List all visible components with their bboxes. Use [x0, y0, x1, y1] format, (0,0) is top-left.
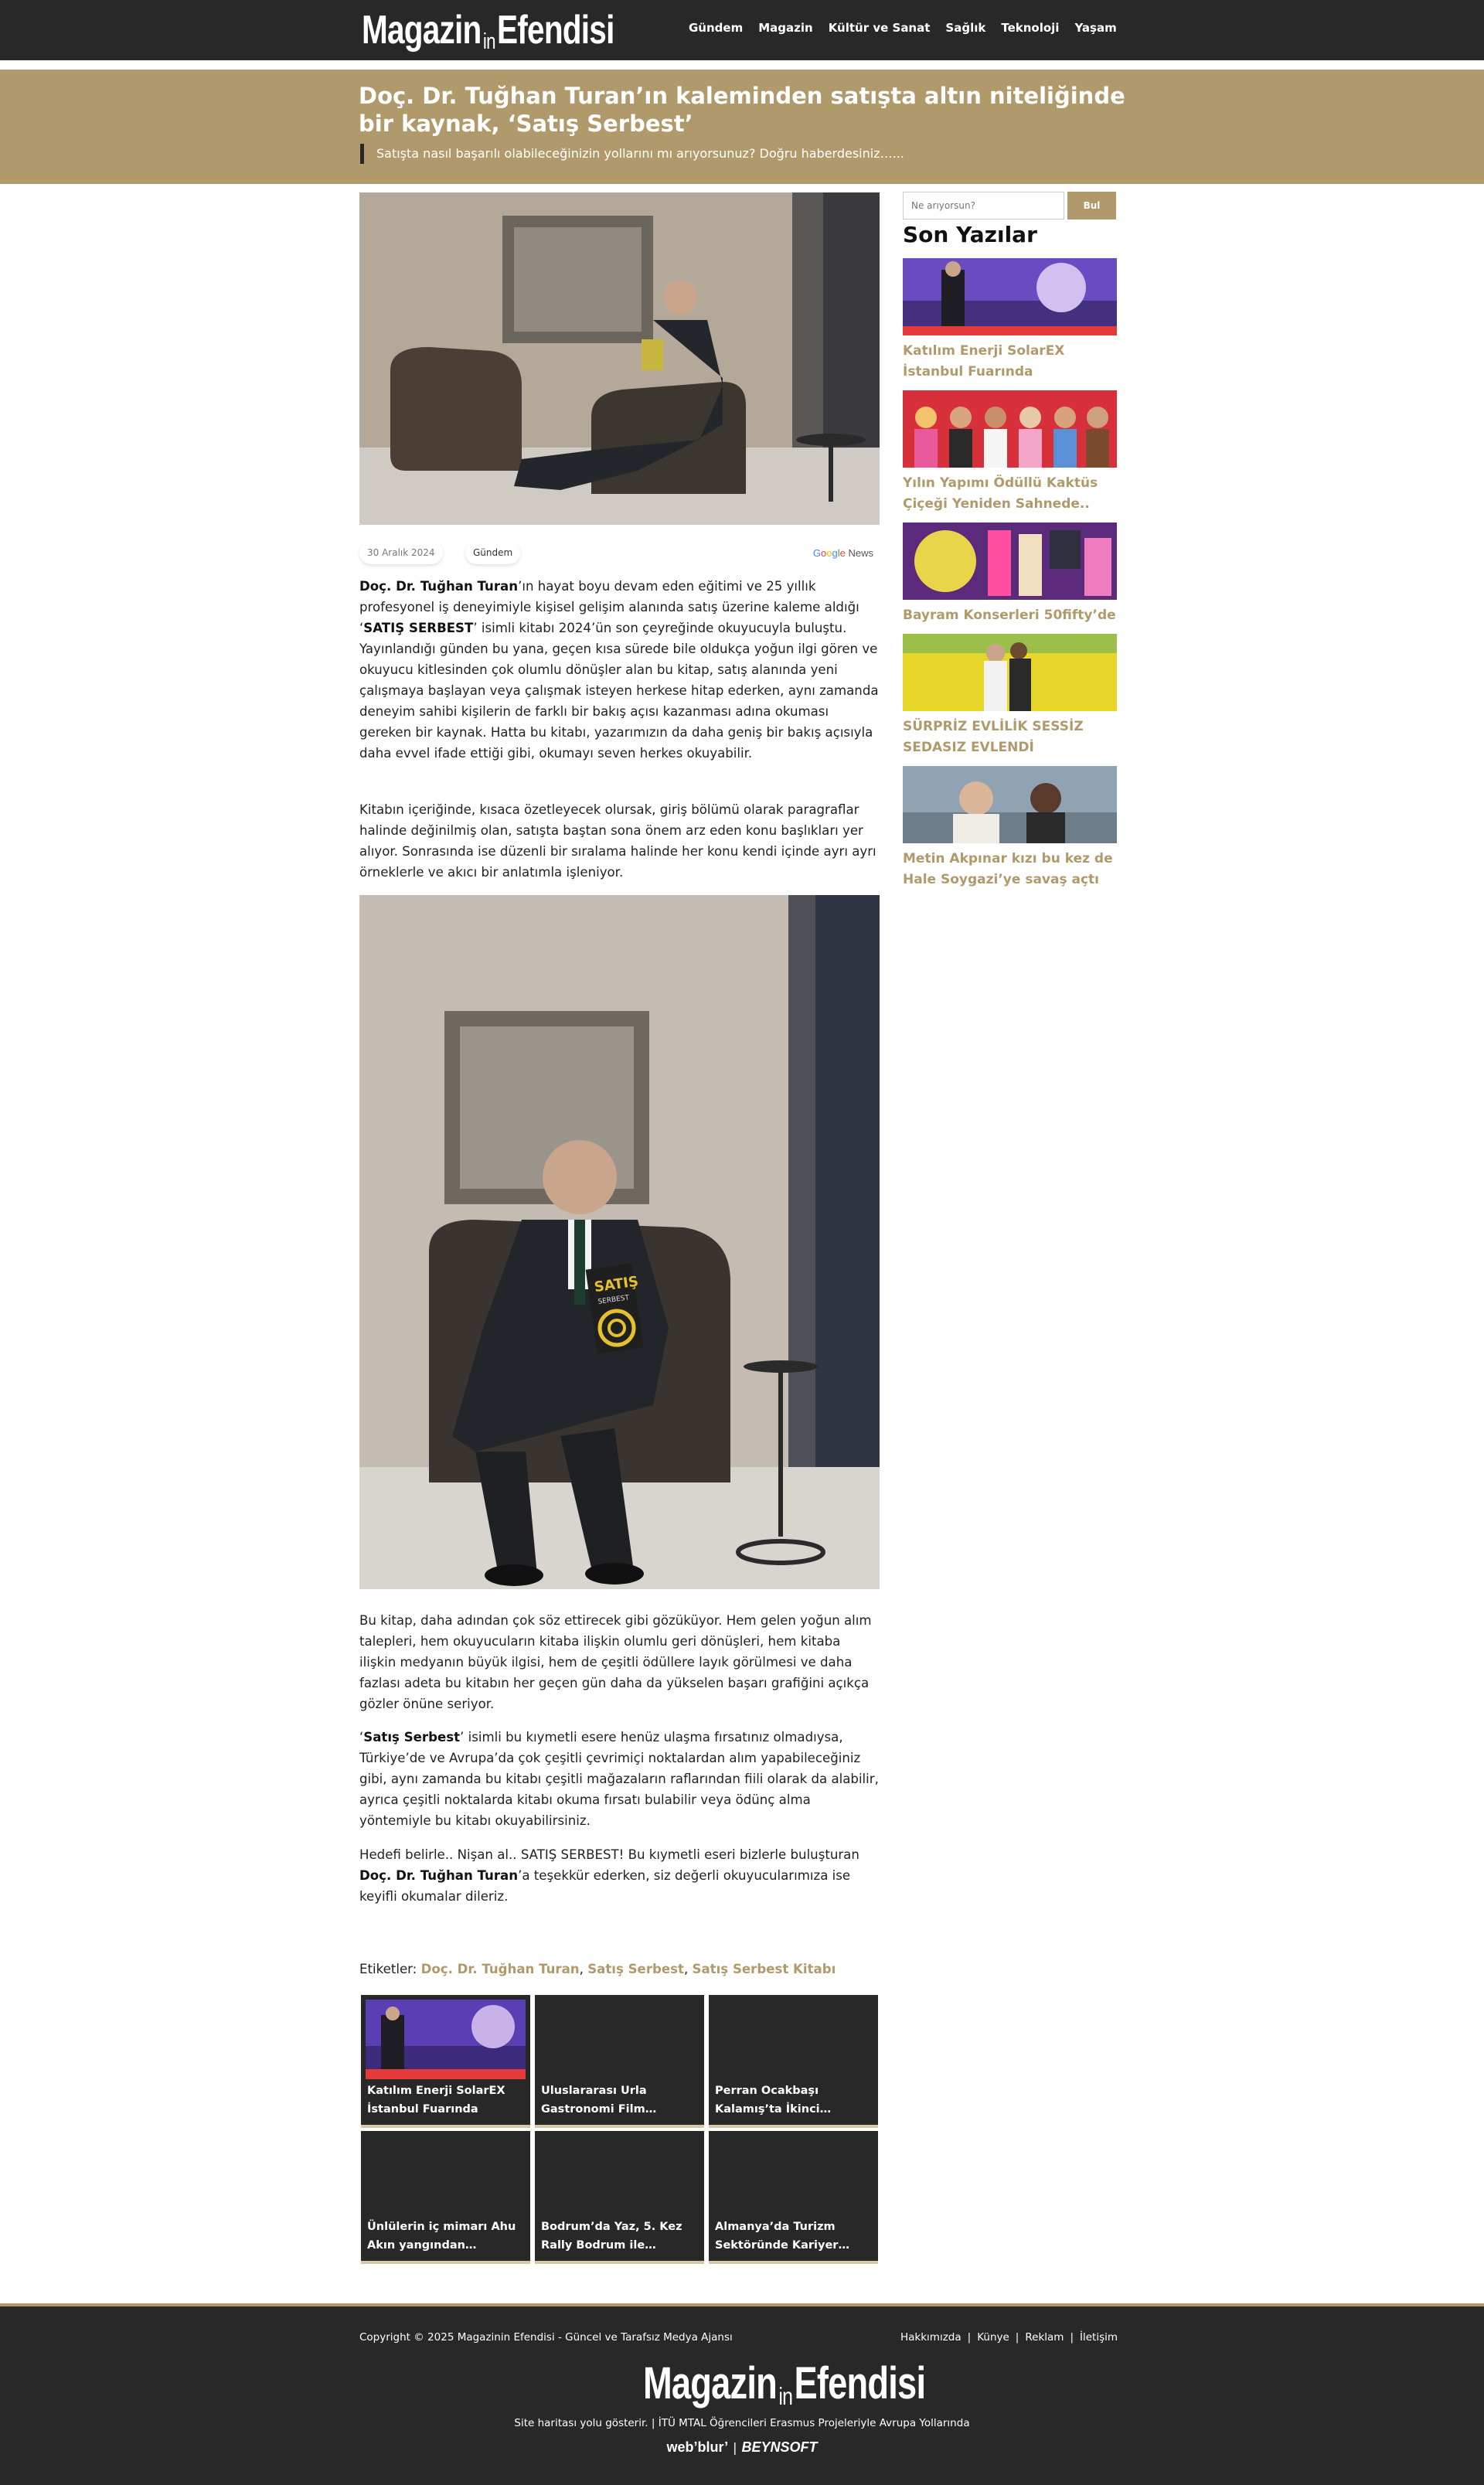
sidebar-post-title[interactable]: Katılım Enerji SolarEX İstanbul Fuarında — [903, 343, 1065, 380]
footer-logo[interactable]: Magazin$_{in}$Efendisi — [643, 2358, 926, 2410]
nav-item-kultur-sanat[interactable]: Kültür ve Sanat — [828, 21, 931, 35]
article-subtitle: Satışta nasıl başarılı olabileceğinizin yollarını mı arıyorsunuz? Doğru haberdesiniz…... — [360, 144, 904, 164]
related-card[interactable] — [709, 2131, 878, 2264]
article-title: Doç. Dr. Tuğhan Turan’ın kaleminden satışta altın niteliğinde bir kaynak, ‘Satış Serbest’ — [359, 83, 1125, 137]
related-title: Uluslararası Urla Gastronomi Film… — [541, 2085, 657, 2116]
photo-scene-2 — [359, 895, 880, 1589]
photo-scene-1 — [359, 192, 880, 525]
footer-link-iletisim[interactable]: İletişim — [1080, 2331, 1118, 2344]
article-meta — [359, 541, 880, 567]
sidebar-post-image[interactable] — [903, 523, 1117, 600]
related-title: Katılım Enerji SolarEX İstanbul Fuarında — [367, 2085, 505, 2116]
article-paragraph-5: Hedefi belirle.. Nişan al.. SATIŞ SERBEST! Bu kıymetli eseri bizlerle buluşturan Doç. Dr. Tuğhan Turan’a teşekkür ederken, siz değerli okuyucularımıza ise keyifli okumalar dileriz. — [359, 1847, 859, 1904]
search-button[interactable]: Bul — [1067, 192, 1116, 220]
tag-link-tughan-turan[interactable]: Doç. Dr. Tuğhan Turan — [420, 1962, 580, 1976]
related-card[interactable] — [361, 2131, 530, 2264]
tag-link-satis-serbest[interactable]: Satış Serbest — [587, 1962, 684, 1976]
footer-link-hakkimizda[interactable]: Hakkımızda — [900, 2331, 962, 2344]
nav-item-teknoloji[interactable]: Teknoloji — [1001, 21, 1060, 35]
article-paragraph-4: ‘Satış Serbest’ isimli bu kıymetli esere henüz ulaşma fırsatınız olmadıysa, Türkiye’de ve Avrupa’da çok çeşitli çevrimiçi noktalardan alım yapabileceğiniz gibi, aynı zamanda bu kitabı çeşitli mağazaların raflarından fiili olarak da alabilir, ayrıca çeşitli noktalarda kitabı okuma fırsatı bulabilir veya ödünç alma yöntemiyle bu kitabı okuyabilirsiniz. — [359, 1730, 879, 1828]
related-title: Perran Ocakbaşı Kalamış’ta İkinci… — [715, 2085, 832, 2116]
main-nav — [689, 21, 1117, 35]
article-date: 30 Aralık 2024 — [359, 541, 443, 564]
sidebar-post-image[interactable] — [903, 634, 1117, 711]
related-thumb — [366, 2000, 526, 2079]
nav-item-yasam[interactable]: Yaşam — [1074, 21, 1117, 35]
article-paragraph-3: Bu kitap, daha adından çok söz ettirecek gibi gözüküyor. Hem gelen yoğun alım talepleri, hem okuyucuların kitaba ilişkin olumlu geri dönüşleri, hem kitaba ilişkin medyanın büyük ilgisi, hem de çeşitli ödüllere layık görülmesi ve daha fazlası adeta bu kitabın her geçen gün daha da yükselen başarı grafiğini açıkça gözler önüne seriyor. — [359, 1613, 872, 1711]
footer-credits: web’blur’ | BEYNSOFT — [666, 2439, 818, 2455]
book-title-line2: SERBEST — [597, 1294, 630, 1306]
tag-link-satis-serbest-kitabi[interactable]: Satış Serbest Kitabı — [692, 1962, 836, 1976]
sidebar-post-title[interactable]: SÜRPRİZ EVLİLİK SESSİZ SEDASIZ EVLENDİ — [903, 719, 1084, 755]
sidebar-post-title[interactable]: Yılın Yapımı Ödüllü Kaktüs Çiçeği Yeniden Sahnede.. — [903, 475, 1098, 512]
sidebar-post-image[interactable] — [903, 390, 1117, 468]
site-logo[interactable]: Magazin$_{in}$Efendisi — [362, 8, 614, 55]
article-photo-second — [359, 895, 880, 1589]
google-news-link[interactable]: Google News — [812, 547, 873, 559]
footer-link-kunye[interactable]: Künye — [977, 2331, 1009, 2344]
related-card[interactable] — [535, 1995, 704, 2128]
credit-webblur[interactable]: web’blur’ — [666, 2439, 729, 2455]
sidebar-post-image[interactable] — [903, 766, 1117, 843]
footer-note: Site haritası yolu gösterir. | İTÜ MTAL Öğrencileri Erasmus Projeleriyle Avrupa Yollarında — [514, 2417, 970, 2429]
book-title-line1: SATIŞ — [593, 1273, 640, 1296]
header-divider — [0, 60, 1484, 63]
related-card[interactable] — [535, 2131, 704, 2264]
credit-beynsoft[interactable]: BEYNSOFT — [741, 2439, 818, 2455]
article-photo-main — [359, 192, 880, 525]
search-input[interactable] — [903, 192, 1064, 220]
footer-copyright: Copyright © 2025 Magazinin Efendisi - Güncel ve Tarafsız Medya Ajansı — [359, 2331, 733, 2344]
article-paragraph-2: Kitabın içeriğinde, kısaca özetleyecek olursak, giriş bölümü olarak paragraflar halinde değinilmiş olan, satışta baştan sona önem arz eden konu başlıkları yer alıyor. Sonrasında ise düzenli bir sıralama halinde her konu kendi içinde ayrı ayrı örneklerle ve akıcı bir anlatımla işleniyor. — [359, 802, 876, 880]
related-title: Ünlülerin iç mimarı Ahu Akın yangından… — [367, 2221, 516, 2252]
sidebar-post-title[interactable]: Metin Akpınar kızı bu kez de Hale Soygazi’ye savaş açtı — [903, 851, 1113, 887]
sidebar-title: Son Yazılar — [903, 222, 1037, 247]
nav-item-saglik[interactable]: Sağlık — [945, 21, 986, 35]
related-title: Bodrum’da Yaz, 5. Kez Rally Bodrum ile… — [541, 2221, 682, 2252]
footer-links: Hakkımızda | Künye | Reklam | İletişim — [900, 2331, 1118, 2344]
related-card[interactable] — [361, 1995, 530, 2128]
related-card[interactable] — [709, 1995, 878, 2128]
article-tags: Etiketler: Doç. Dr. Tuğhan Turan, Satış Serbest, Satış Serbest Kitabı — [359, 1962, 836, 1976]
article-paragraph-1: Doç. Dr. Tuğhan Turan’ın hayat boyu devam eden eğitimi ve 25 yıllık profesyonel iş deneyimiyle kişisel gelişim alanında satış üzerine kaleme aldığı ‘SATIŞ SERBEST’ isimli kitabı 2024’ün son çeyreğinde okuyucuyla buluştu. Yayınlandığı günden bu yana, geçen kısa sürede bile oldukça yoğun ilgi gören ve okuyucu kitlesinden çok olumlu dönüşler alan bu kitap, satış alanında yeni çalışmaya başlayan veya çalışmak isteyen herkese hitap ederken, aynı zamanda deneyim sahibi kişilerin de farklı bir bakış açısı kazanması adına okuması gereken bir kaynak. Hatta bu kitabı, yazarımızın da daha geniş bir bakış açısıyla daha evvel ifade ettiği gibi, okumayı seven herkes okuyabilir. — [359, 579, 879, 761]
sidebar-post-title[interactable]: Bayram Konserleri 50fifty’de — [903, 608, 1116, 623]
sidebar-post-image[interactable] — [903, 258, 1117, 335]
nav-item-gundem[interactable]: Gündem — [689, 21, 744, 35]
footer-link-reklam[interactable]: Reklam — [1025, 2331, 1064, 2344]
article-category[interactable]: Gündem — [465, 541, 520, 564]
related-title: Almanya’da Turizm Sektöründe Kariyer… — [715, 2221, 849, 2252]
tags-label: Etiketler: — [359, 1962, 421, 1976]
nav-item-magazin[interactable]: Magazin — [758, 21, 813, 35]
